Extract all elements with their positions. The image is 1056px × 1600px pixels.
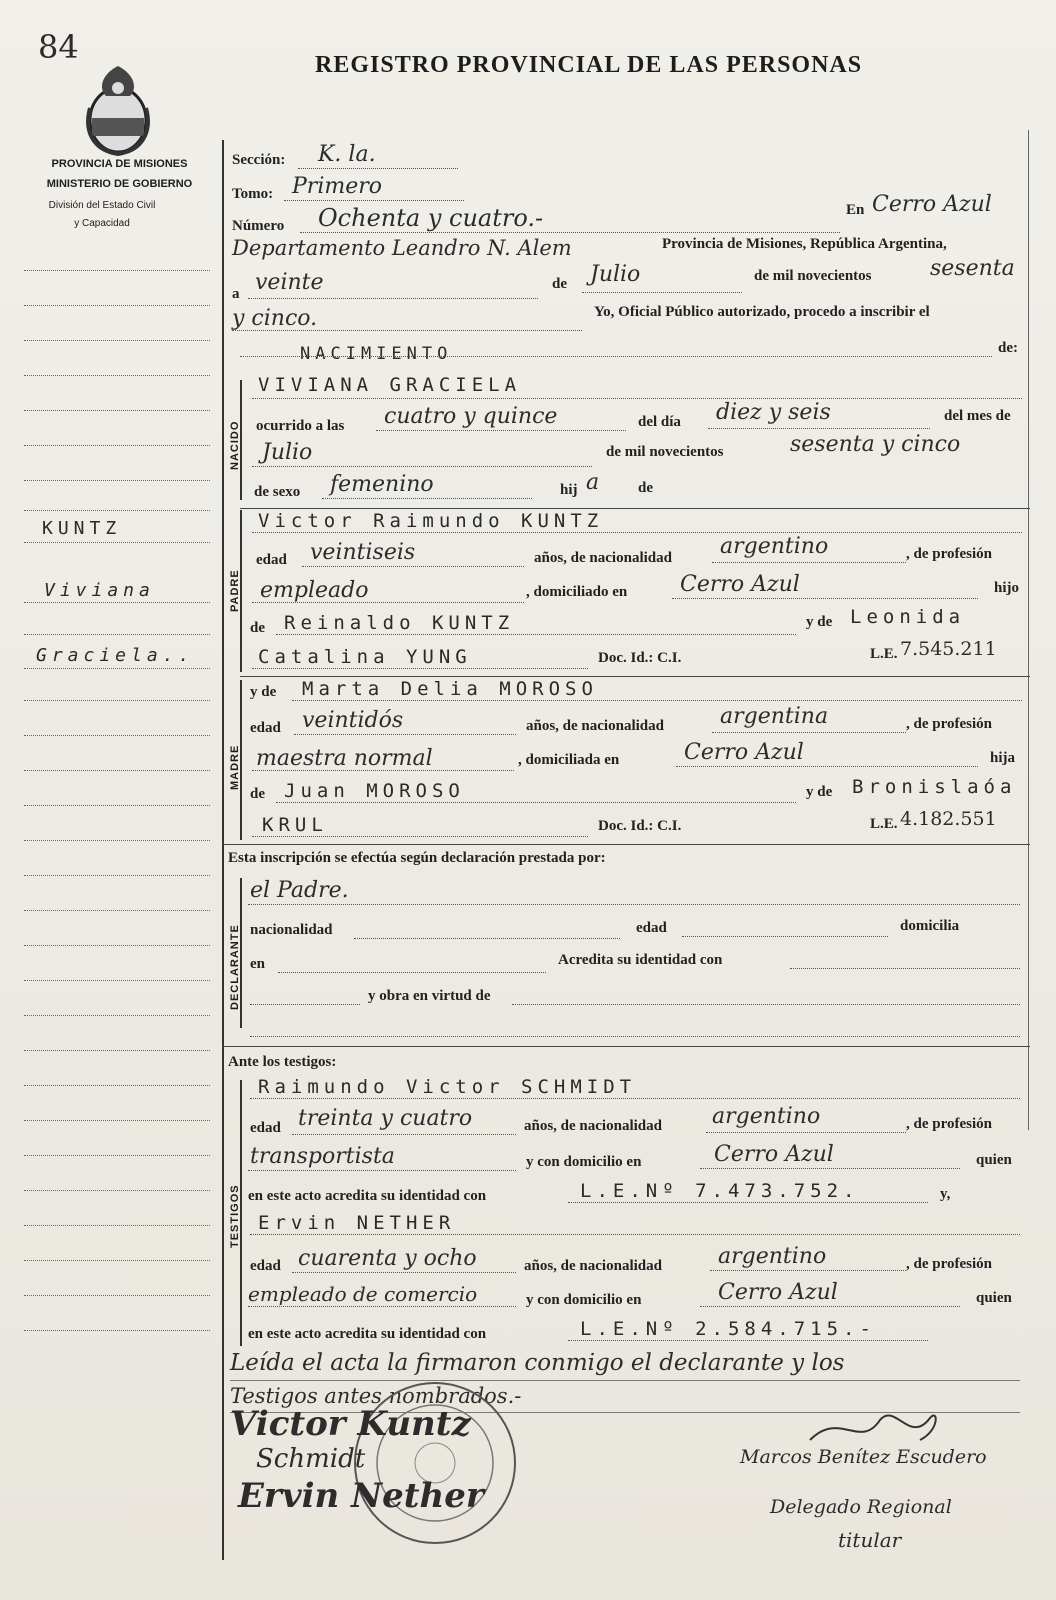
- madre-edad-value: veintidós: [302, 708, 404, 733]
- madre-doc-label: Doc. Id.: C.I.: [598, 818, 682, 834]
- testigo1-quien-label: quien: [976, 1152, 1012, 1168]
- margin-line: [24, 305, 210, 306]
- sexo-label: de sexo: [254, 484, 301, 500]
- margin-line: [24, 770, 210, 771]
- margin-line: [24, 735, 210, 736]
- rule: [322, 498, 532, 499]
- testigo1-dom-label: y con domicilio en: [526, 1154, 642, 1170]
- rule: [582, 292, 742, 293]
- testigo1-y-label: y,: [940, 1186, 951, 1202]
- margin-line: [24, 1260, 210, 1261]
- madre-y-de-label: y de: [250, 684, 277, 700]
- padre-nac-value: argentino: [720, 534, 829, 559]
- madre-hija-label: hija: [990, 750, 1016, 766]
- de-colon: de:: [998, 340, 1018, 356]
- rule: [276, 802, 796, 803]
- tomo-label: Tomo:: [232, 186, 274, 202]
- padre-le-label: L.E.: [870, 646, 898, 662]
- abuelo-materno: Juan MOROSO: [284, 780, 465, 802]
- madre-dom-value: Cerro Azul: [684, 740, 804, 765]
- anio-nacimiento-value: sesenta y cinco: [790, 432, 961, 457]
- declarante-dom-label: domicilia: [900, 918, 960, 934]
- declarante-side-label: DECLARANTE: [229, 924, 241, 1010]
- rule: [252, 466, 592, 467]
- margin-line: [24, 1015, 210, 1016]
- margin-line: [24, 1050, 210, 1051]
- section-divider: [240, 508, 1030, 509]
- padre-dom-label: , domiciliado en: [526, 584, 628, 600]
- ocurrido-label: ocurrido a las: [256, 418, 345, 434]
- rule: [302, 566, 524, 567]
- official-status: titular: [838, 1528, 902, 1552]
- del-dia-label: del día: [638, 414, 681, 430]
- margin-line: [24, 805, 210, 806]
- rule: [672, 598, 978, 599]
- anio-value: sesenta: [930, 256, 1015, 281]
- margin-line: [24, 700, 210, 701]
- rule: [568, 1340, 928, 1341]
- rule: [682, 936, 888, 937]
- testigo1-dom-value: Cerro Azul: [714, 1142, 834, 1167]
- abuelo-paterno: Reinaldo KUNTZ: [284, 612, 515, 634]
- oficial-text: Yo, Oficial Público autorizado, procedo a inscribir el: [594, 304, 930, 320]
- margin-line: [24, 1190, 210, 1191]
- folio-number: 84: [38, 28, 79, 66]
- padre-nombre: Victor Raimundo KUNTZ: [258, 510, 604, 532]
- declarante-value: el Padre.: [250, 878, 349, 903]
- margin-line: [24, 375, 210, 376]
- tomo-value: Primero: [292, 174, 382, 199]
- padre-de-label: de: [250, 620, 265, 636]
- testigo2-doc-value: L.E.Nº 2.584.715.-: [580, 1318, 876, 1340]
- a-label: a: [232, 286, 240, 302]
- de-nacido-label: de: [638, 480, 653, 496]
- madre-de-label: de: [250, 786, 265, 802]
- testigo1-nac-value: argentino: [712, 1104, 821, 1129]
- padre-dom-value: Cerro Azul: [680, 572, 800, 597]
- margin-line: [24, 1225, 210, 1226]
- rule: [712, 732, 906, 733]
- testigo1-acredita-label: en este acto acredita su identidad con: [248, 1188, 487, 1204]
- testigo1-edad-label: edad: [250, 1120, 281, 1136]
- section-divider: [222, 844, 1030, 845]
- signature-father: Victor Kuntz: [230, 1404, 471, 1444]
- rule: [354, 938, 620, 939]
- dia-value: veinte: [255, 270, 324, 295]
- hij-value: a: [586, 470, 600, 495]
- padre-side-label: PADRE: [229, 569, 241, 612]
- margin-line: [24, 510, 210, 511]
- en-value: Cerro Azul: [872, 192, 992, 217]
- declarante-edad-label: edad: [636, 920, 667, 936]
- seccion-label: Sección:: [232, 152, 286, 168]
- madre-le-value: 4.182.551: [900, 808, 997, 830]
- rule: [292, 1134, 516, 1135]
- right-border: [1028, 130, 1029, 1130]
- margin-line: [24, 602, 210, 603]
- nacido-side-label: NACIDO: [229, 420, 241, 470]
- margin-line: [24, 270, 210, 271]
- madre-nombre: Marta Delia MOROSO: [302, 678, 598, 700]
- margin-line: [24, 910, 210, 911]
- rule: [252, 770, 514, 771]
- departamento-value: Departamento Leandro N. Alem: [232, 236, 572, 260]
- rule: [252, 602, 524, 603]
- madre-edad-label: edad: [250, 720, 281, 736]
- padre-edad-value: veintiseis: [310, 540, 416, 565]
- margin-line: [24, 945, 210, 946]
- sidebar-division: División del Estado Civil: [48, 200, 156, 211]
- numero-label: Número: [232, 218, 285, 234]
- rule: [568, 1202, 928, 1203]
- rule: [276, 634, 796, 635]
- rule: [248, 1306, 516, 1307]
- testigo2-edad-value: cuarenta y ocho: [298, 1246, 477, 1271]
- declarante-en-label: en: [250, 956, 265, 972]
- sidebar-surname: KUNTZ: [42, 518, 122, 539]
- hij-label: hij: [560, 482, 578, 498]
- margin-line: [24, 980, 210, 981]
- testigos-side-label: TESTIGOS: [229, 1184, 241, 1248]
- testigo2-prof-label: , de profesión: [906, 1256, 992, 1272]
- testigo1-nac-label: años, de nacionalidad: [524, 1118, 662, 1134]
- signature-witness-1: Schmidt: [256, 1444, 366, 1474]
- anio-value-2: y cinco.: [232, 306, 318, 331]
- hora-value: cuatro y quince: [384, 404, 558, 429]
- sidebar-second-name: Graciela..: [36, 645, 195, 666]
- coat-of-arms-icon: [82, 60, 154, 156]
- en-label: En: [846, 202, 865, 218]
- rule: [248, 1170, 516, 1171]
- rule: [706, 1132, 906, 1133]
- margin-line: [24, 1330, 210, 1331]
- rule: [252, 836, 588, 837]
- testigo2-quien-label: quien: [976, 1290, 1012, 1306]
- testigo1-nombre: Raimundo Victor SCHMIDT: [258, 1076, 637, 1098]
- rule: [512, 1004, 1020, 1005]
- madre-le-label: L.E.: [870, 816, 898, 832]
- rule: [252, 398, 1022, 399]
- rule: [248, 904, 1020, 905]
- padre-prof-value: empleado: [260, 578, 369, 603]
- madre-prof-label: , de profesión: [906, 716, 992, 732]
- margin-line: [24, 634, 210, 635]
- testigo1-prof-value: transportista: [250, 1144, 395, 1169]
- padre-nac-label: años, de nacionalidad: [534, 550, 672, 566]
- margin-line: [24, 480, 210, 481]
- abuela-materna-1: Bronislaóa: [852, 776, 1017, 798]
- margin-line: [24, 1120, 210, 1121]
- rule: [278, 972, 546, 973]
- testigo2-nombre: Ervin NETHER: [258, 1212, 456, 1234]
- de-label: de: [552, 276, 567, 292]
- sidebar-first-name: Viviana: [44, 580, 155, 601]
- margin-line: [24, 445, 210, 446]
- sidebar-province: PROVINCIA DE MISIONES: [51, 158, 188, 170]
- section-divider: [240, 676, 1030, 677]
- sidebar-ministry: MINISTERIO DE GOBIERNO: [46, 178, 193, 190]
- signature-witness-2: Ervin Nether: [238, 1476, 484, 1516]
- document-title: REGISTRO PROVINCIAL DE LAS PERSONAS: [315, 52, 863, 78]
- dia-nacimiento-value: diez y seis: [716, 400, 831, 425]
- sexo-value: femenino: [330, 472, 434, 497]
- rule: [710, 1270, 906, 1271]
- rule: [298, 168, 458, 169]
- testigo1-edad-value: treinta y cuatro: [298, 1106, 473, 1131]
- rule: [284, 200, 464, 201]
- main-divider: [222, 140, 224, 1560]
- margin-line: [24, 542, 210, 543]
- testigo2-dom-value: Cerro Azul: [718, 1280, 838, 1305]
- declarante-intro: Esta inscripción se efectúa según declaración prestada por:: [228, 850, 606, 866]
- margin-line: [24, 1295, 210, 1296]
- mes-value: Julio: [590, 262, 641, 287]
- official-name: Marcos Benítez Escudero: [740, 1446, 987, 1468]
- rule: [712, 562, 906, 563]
- padre-prof-label: , de profesión: [906, 546, 992, 562]
- madre-side-label: MADRE: [229, 744, 241, 790]
- abuela-materna-2: KRUL: [262, 814, 328, 836]
- declarante-obra-label: y obra en virtud de: [368, 988, 491, 1004]
- mes-nacimiento-value: Julio: [262, 440, 313, 465]
- margin-line: [24, 1085, 210, 1086]
- numero-value: Ochenta y cuatro.-: [318, 204, 544, 232]
- sidebar-capacidad: y Capacidad: [74, 218, 130, 229]
- testigo2-dom-label: y con domicilio en: [526, 1292, 642, 1308]
- rule: [700, 1168, 960, 1169]
- testigo2-nac-value: argentino: [718, 1244, 827, 1269]
- provincia-text: Provincia de Misiones, República Argentina,: [662, 236, 947, 252]
- margin-line: [24, 840, 210, 841]
- madre-prof-value: maestra normal: [256, 746, 433, 771]
- madre-nac-value: argentina: [720, 704, 829, 729]
- madre-nac-label: años, de nacionalidad: [526, 718, 664, 734]
- rule: [700, 1306, 960, 1307]
- madre-y-de-2-label: y de: [806, 784, 833, 800]
- testigo1-prof-label: , de profesión: [906, 1116, 992, 1132]
- testigo1-doc-value: L.E.Nº 7.473.752.: [580, 1180, 860, 1202]
- declarante-acredita-label: Acredita su identidad con: [558, 952, 723, 968]
- rule: [676, 766, 978, 767]
- testigo2-nac-label: años, de nacionalidad: [524, 1258, 662, 1274]
- rule: [708, 428, 930, 429]
- margin-line: [24, 410, 210, 411]
- section-divider: [222, 1046, 1030, 1047]
- padre-le-value: 7.545.211: [900, 638, 997, 660]
- closing-line-1: Leída el acta la firmaron conmigo el declarante y los: [230, 1350, 845, 1376]
- padre-hijo-label: hijo: [994, 580, 1020, 596]
- abuela-paterna-1: Leonida: [850, 606, 966, 628]
- rule: [248, 298, 538, 299]
- testigo2-prof-value: empleado de comercio: [248, 1282, 478, 1306]
- rule: [252, 532, 1022, 533]
- rule: [790, 968, 1020, 969]
- testigos-intro: Ante los testigos:: [228, 1054, 337, 1070]
- padre-edad-label: edad: [256, 552, 287, 568]
- margin-line: [24, 875, 210, 876]
- padre-doc-label: Doc. Id.: C.I.: [598, 650, 682, 666]
- rule: [252, 668, 588, 669]
- margin-line: [24, 668, 210, 669]
- declarante-nac-label: nacionalidad: [250, 922, 333, 938]
- rule: [250, 1098, 1020, 1099]
- rule: [250, 1234, 1020, 1235]
- rule: [232, 330, 582, 331]
- closing-line-2: Testigos antes nombrados.-: [230, 1384, 522, 1408]
- madre-dom-label: , domiciliada en: [518, 752, 620, 768]
- testigo2-acredita-label: en este acto acredita su identidad con: [248, 1326, 487, 1342]
- margin-line: [24, 1155, 210, 1156]
- official-title: Delegado Regional: [770, 1496, 952, 1518]
- padre-y-de-label: y de: [806, 614, 833, 630]
- rule: [230, 1380, 1020, 1381]
- seccion-value: K. la.: [318, 142, 376, 167]
- del-mes-label: del mes de: [944, 408, 1011, 424]
- rule: [292, 1272, 516, 1273]
- abuela-paterna-2: Catalina YUNG: [258, 646, 472, 668]
- rule: [292, 700, 1022, 701]
- rule: [294, 734, 516, 735]
- acta-value: NACIMIENTO: [300, 344, 453, 364]
- nacido-nombre: VIVIANA GRACIELA: [258, 374, 522, 396]
- rule: [250, 1036, 1020, 1037]
- rule: [250, 1004, 360, 1005]
- rule: [240, 356, 992, 357]
- mil-nacimiento-label: de mil novecientos: [606, 444, 724, 460]
- testigo2-edad-label: edad: [250, 1258, 281, 1274]
- margin-line: [24, 340, 210, 341]
- rule: [376, 430, 626, 431]
- rule: [300, 232, 840, 233]
- mil-label: de mil novecientos: [754, 268, 872, 284]
